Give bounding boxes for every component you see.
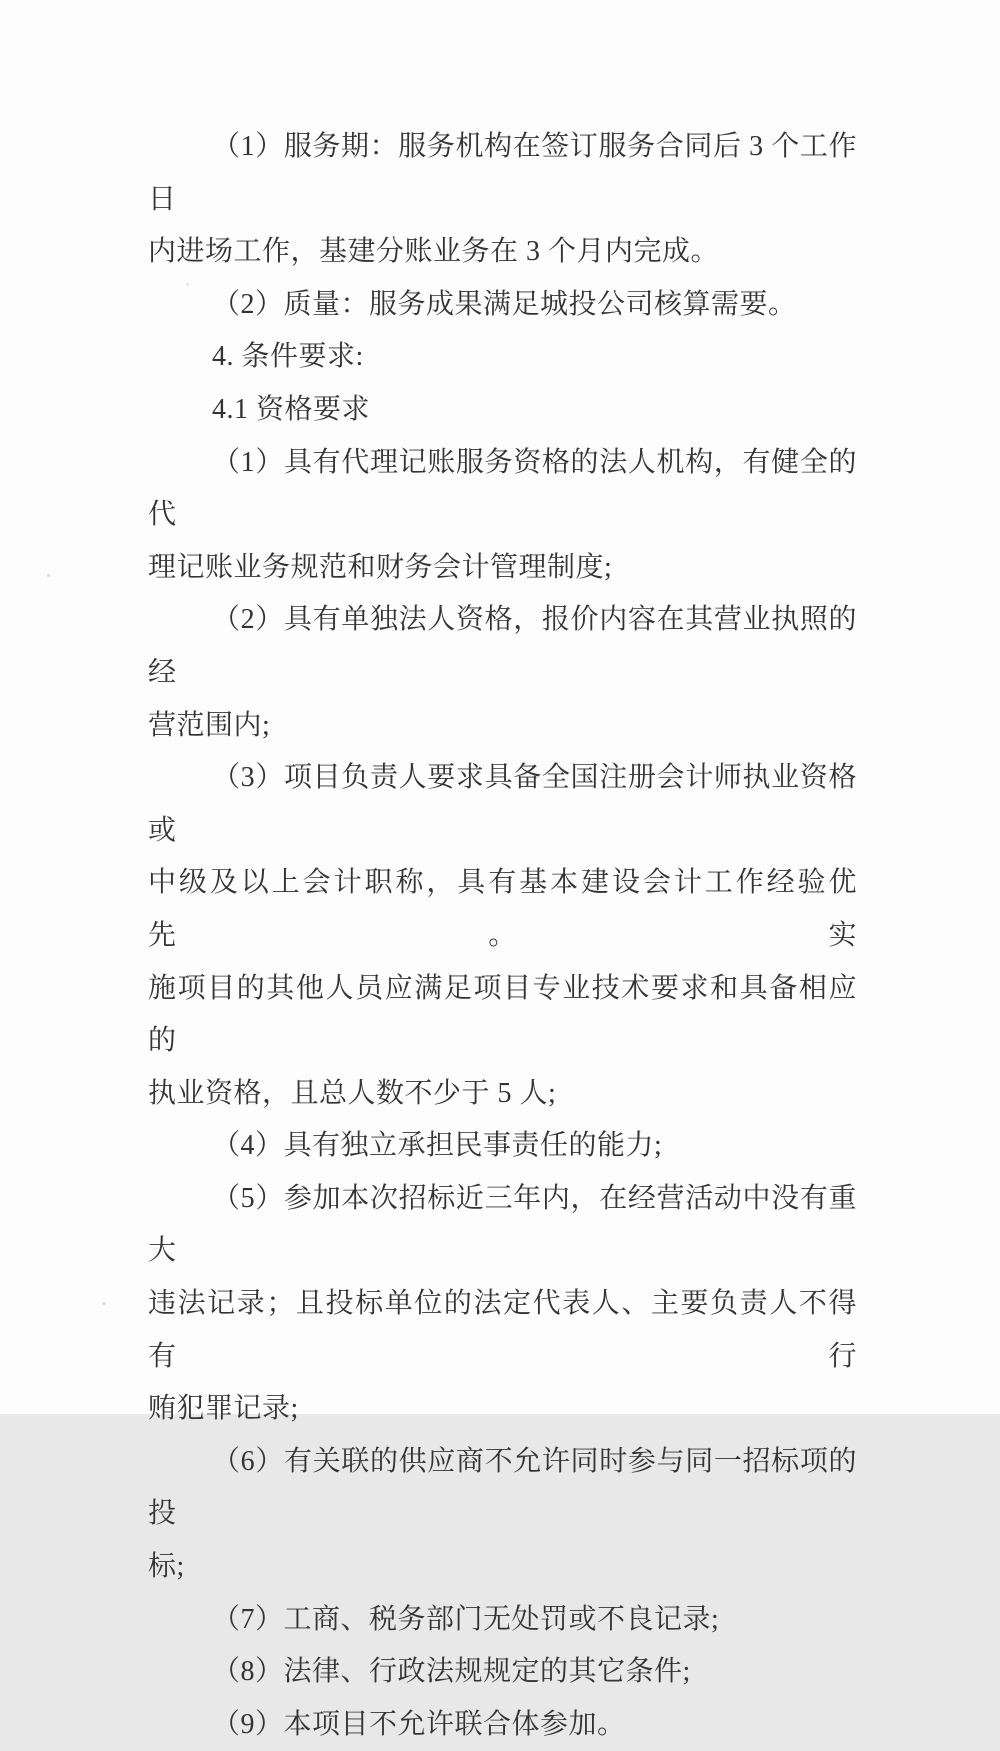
scan-speck [102, 1302, 106, 1305]
text-line: （4）具有独立承担民事责任的能力; [212, 1130, 663, 1162]
text-line: （8）法律、行政法规规定的其它条件; [212, 1656, 691, 1688]
text-line: 中级及以上会计职称，具有基本建设会计工作经验优先。实 [148, 867, 857, 951]
text-line: 标; [148, 1551, 185, 1583]
text-line: 营范围内; [148, 709, 271, 741]
text-line: （7）工商、税务部门无处罚或不良记录; [212, 1603, 720, 1635]
text-line: （3）项目负责人要求具备全国注册会计师执业资格或 [148, 762, 857, 846]
text-line: 4. 条件要求: [212, 341, 364, 373]
text-line: 施项目的其他人员应满足项目专业技术要求和具备相应的 [148, 972, 857, 1057]
text-line: （1）具有代理记账服务资格的法人机构，有健全的代 [148, 446, 857, 531]
text-line: （5）参加本次招标近三年内，在经营活动中没有重大 [148, 1182, 857, 1267]
text-line: 违法记录；且投标单位的法定代表人、主要负责人不得有行 [148, 1288, 857, 1372]
text-line: （9）本项目不允许联合体参加。 [212, 1708, 626, 1740]
text-line: 执业资格，且总人数不少于 5 人; [148, 1077, 557, 1109]
text-line: （1）服务期：服务机构在签订服务合同后 3 个工作日 [148, 131, 857, 215]
text-line: 理记账业务规范和财务会计管理制度; [148, 551, 613, 583]
scan-speck [47, 574, 50, 577]
text-line: 内进场工作，基建分账业务在 3 个月内完成。 [148, 236, 720, 268]
text-line: 贿犯罪记录; [148, 1393, 299, 1425]
text-line: （6）有关联的供应商不允许同时参与同一招标项的投 [148, 1445, 857, 1530]
text-line: （2）具有单独法人资格，报价内容在其营业执照的经 [148, 604, 857, 688]
text-line: 4.1 资格要求 [212, 393, 371, 425]
scan-speck [186, 283, 189, 286]
document-text-block [148, 121, 857, 1751]
text-line: （2）质量：服务成果满足城投公司核算需要。 [212, 288, 797, 320]
